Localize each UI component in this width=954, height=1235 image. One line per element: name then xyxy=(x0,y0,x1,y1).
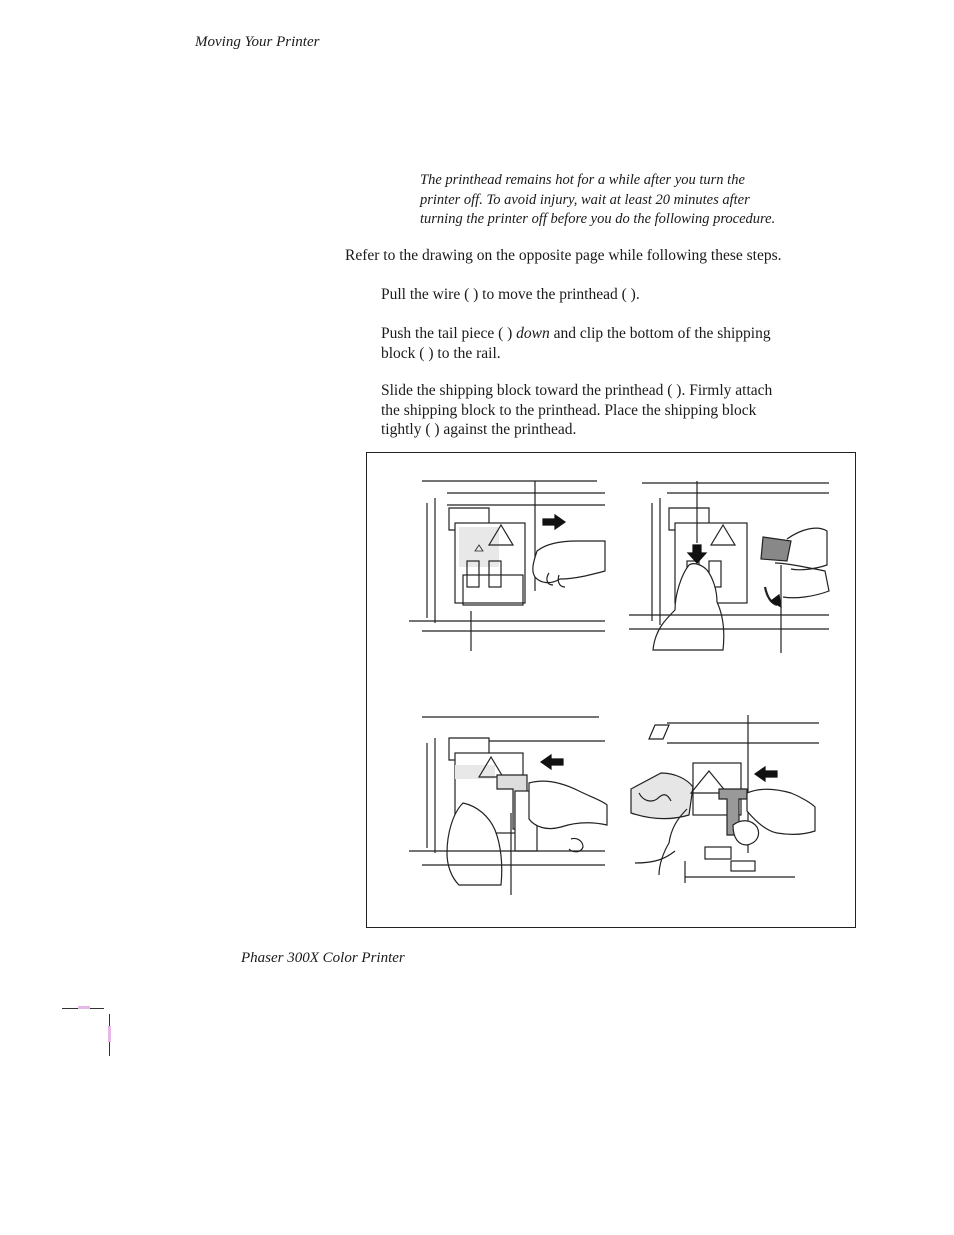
step-line: tightly ( ) against the printhead. xyxy=(381,421,577,438)
panel-slide-block xyxy=(409,717,607,895)
step-text: Push the tail piece ( ) xyxy=(381,325,517,342)
step-emphasis: down xyxy=(516,325,550,342)
step-1 xyxy=(381,285,861,305)
running-header: Moving Your Printer xyxy=(195,34,320,50)
step-line: the shipping block to the printhead. Place the shipping block xyxy=(381,401,757,419)
step-line: Pull the wire ( ) to move the printhead ( ). xyxy=(381,286,640,303)
illustration-drawing xyxy=(367,453,857,929)
panel-pull-wire xyxy=(409,481,605,651)
color-mark xyxy=(78,1006,90,1009)
panel-push-tail xyxy=(629,481,829,653)
step-line: block ( ) to the rail. xyxy=(381,344,501,362)
caution-line: printer off. To avoid injury, wait at least 20 minutes after xyxy=(420,191,750,208)
intro-text: Refer to the drawing on the opposite page while following these steps. xyxy=(345,247,782,264)
panel-attach-block xyxy=(631,715,819,883)
color-mark xyxy=(108,1026,111,1042)
caution-note xyxy=(420,171,840,230)
step-line xyxy=(381,324,861,344)
step-text: and clip the bottom of the shipping xyxy=(549,325,771,342)
footer-product-name: Phaser 300X Color Printer xyxy=(241,950,405,966)
caution-line: turning the printer off before you do the following procedure. xyxy=(420,211,776,227)
caution-line: The printhead remains hot for a while after you turn the xyxy=(420,172,745,188)
procedure-illustration xyxy=(366,452,856,928)
step-3 xyxy=(381,381,861,440)
step-line: Slide the shipping block toward the printhead ( ). Firmly attach xyxy=(381,382,773,399)
step-2 xyxy=(381,324,861,363)
